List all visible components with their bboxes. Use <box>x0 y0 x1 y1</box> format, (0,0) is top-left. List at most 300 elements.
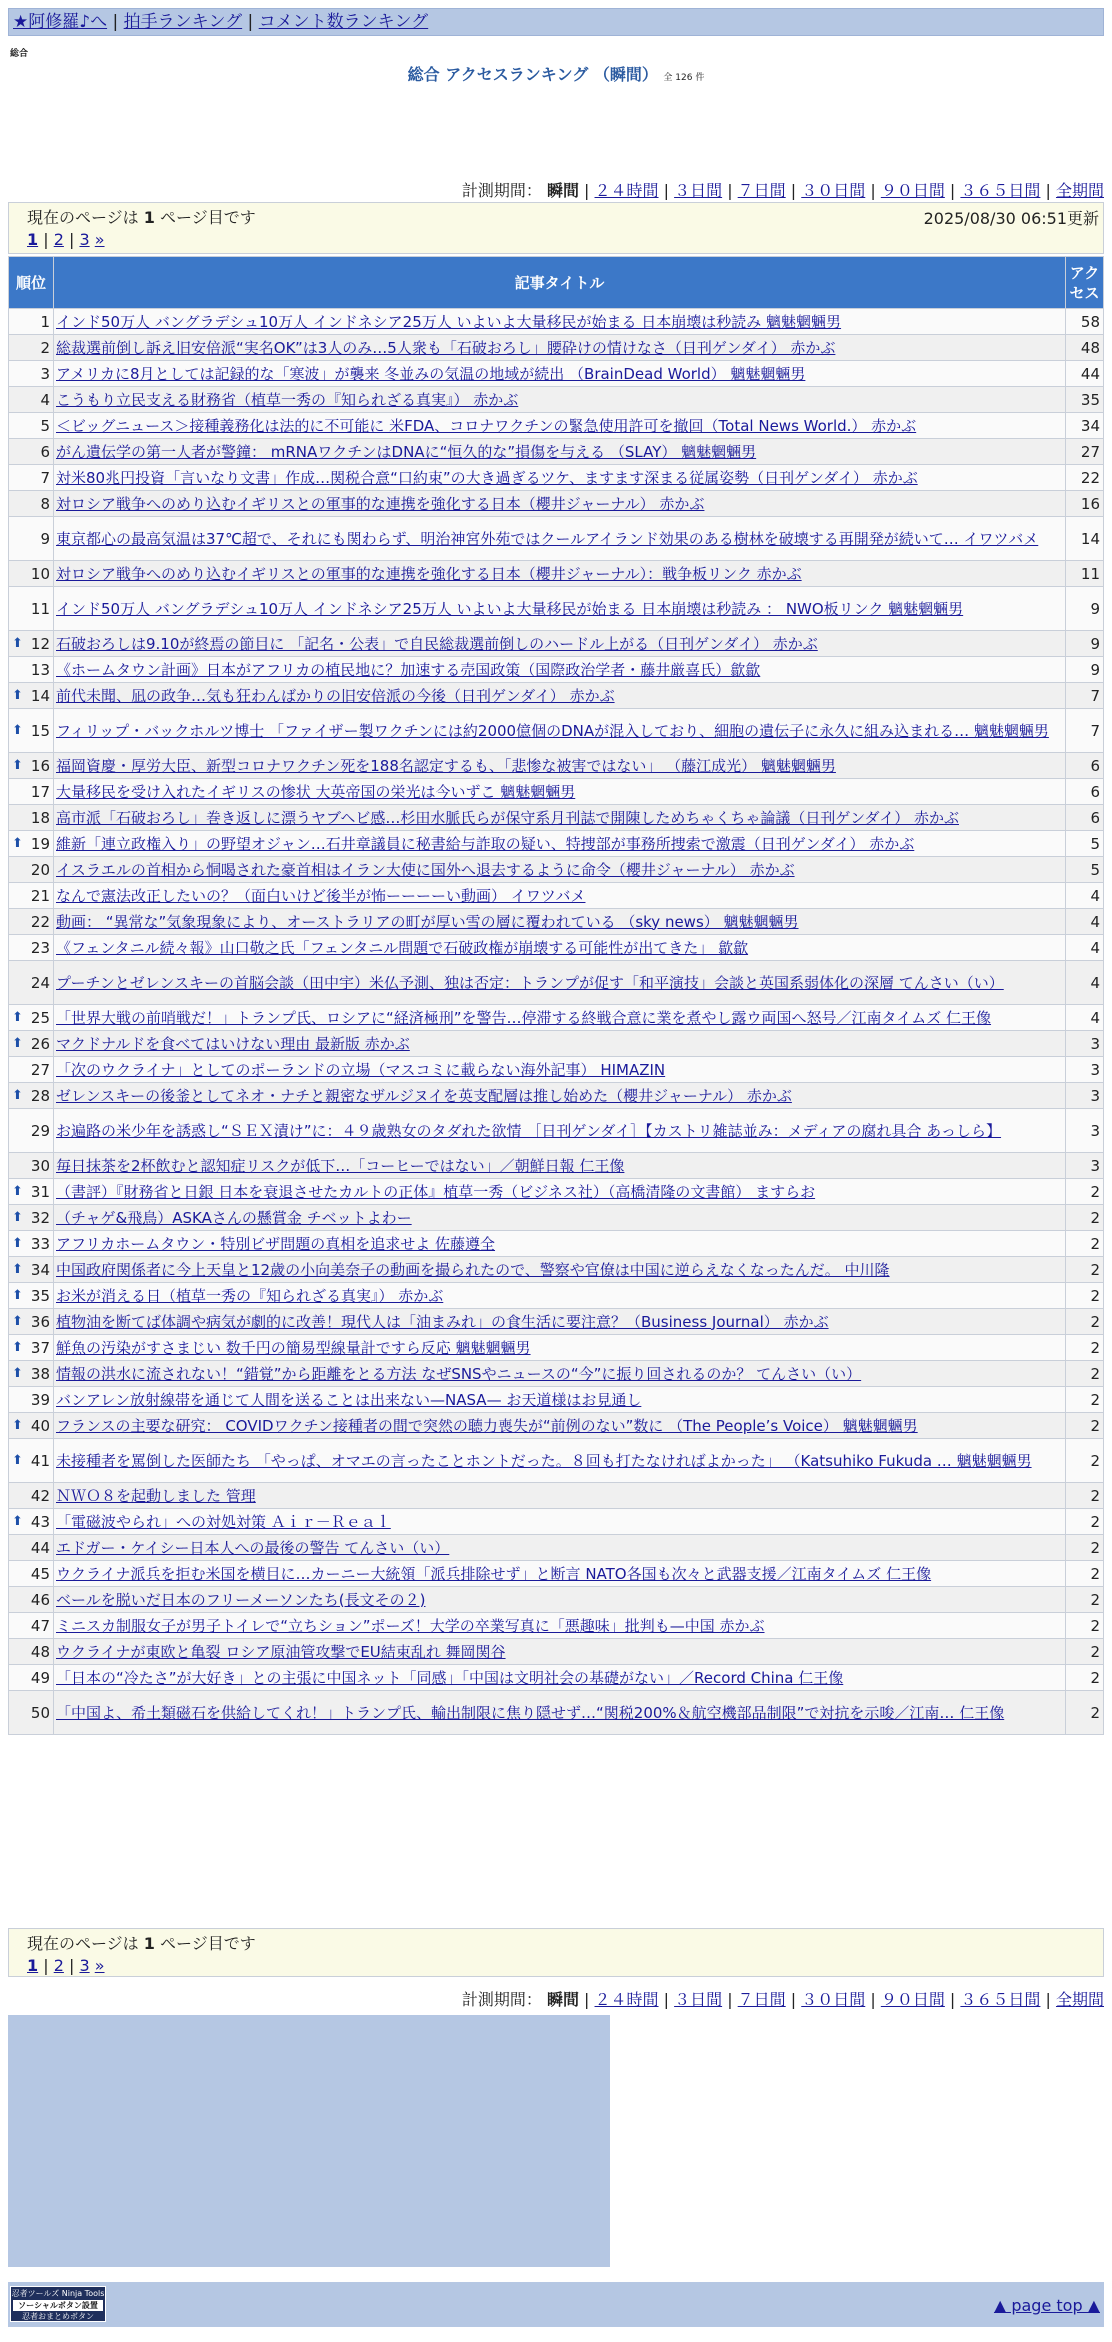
rank-up-arrow-icon: ⬆ <box>12 757 23 773</box>
comment-ranking-link[interactable]: コメント数ランキング <box>258 12 429 32</box>
title-cell <box>54 1083 1066 1109</box>
article-link[interactable]: ＜ビッグニュース＞接種義務化は法的に不可能に 米FDA、コロナワクチンの緊急使用許可を撤回（Total News World.） 赤かぶ <box>56 416 917 435</box>
table-row <box>9 935 1104 961</box>
title-cell <box>54 413 1066 439</box>
table-row <box>9 1665 1104 1691</box>
access-count: 3 <box>1066 1057 1104 1083</box>
title-cell <box>54 561 1066 587</box>
rank-number: 42 <box>30 1486 50 1505</box>
title-cell <box>54 1483 1066 1509</box>
article-link[interactable]: アメリカに8月としては記録的な「寒波」が襲来 冬並みの気温の地域が続出 （BrainDead World） 魑魅魍魎男 <box>56 364 806 383</box>
rank-number: 7 <box>40 468 50 487</box>
rank-cell <box>9 309 54 335</box>
article-link[interactable]: 中国政府関係者に今上天皇と12歳の小向美奈子の動画を撮られたので、警察や官僚は中国に逆らえなくなったんだ。 中川隆 <box>56 1260 890 1279</box>
title-cell <box>54 1031 1066 1057</box>
next-page-link[interactable]: » <box>94 1956 105 1975</box>
article-link[interactable]: インド50万人 バングラデシュ10万人 インドネシア25万人 いよいよ大量移民が始まる 日本崩壊は秒読み ： NWO板リンク 魑魅魍魎男 <box>56 599 964 618</box>
period-30d-link[interactable]: ３０日間 <box>801 181 866 200</box>
title-cell <box>54 335 1066 361</box>
rank-number: 9 <box>40 529 50 548</box>
access-count: 7 <box>1066 683 1104 709</box>
title-cell <box>54 1439 1066 1483</box>
rank-number: 20 <box>30 860 50 879</box>
title-cell <box>54 1283 1066 1309</box>
article-link[interactable]: 大量移民を受け入れたイギリスの惨状 大英帝国の栄光は今いずこ 魑魅魍魎男 <box>56 782 576 801</box>
title-column-header: 記事タイトル <box>54 257 1066 309</box>
access-count: 2 <box>1066 1639 1104 1665</box>
title-cell <box>54 1005 1066 1031</box>
article-link[interactable]: インド50万人 バングラデシュ10万人 インドネシア25万人 いよいよ大量移民が始まる 日本崩壊は秒読み 魑魅魍魎男 <box>56 312 842 331</box>
rank-number: 13 <box>30 660 50 679</box>
title-cell <box>54 1613 1066 1639</box>
article-link[interactable]: なんで憲法改正したいの？（面白いけど後半が怖ーーーーい動画） イワツバメ <box>56 886 586 905</box>
table-row <box>9 1483 1104 1509</box>
rank-cell <box>9 1639 54 1665</box>
table-row <box>9 413 1104 439</box>
page-link-2[interactable]: 2 <box>53 230 64 249</box>
article-link[interactable]: 対ロシア戦争へのめり込むイギリスとの軍事的な連携を強化する日本（櫻井ジャーナル） 赤かぶ <box>56 494 705 513</box>
article-link[interactable]: 「中国よ、希土類磁石を供給してくれ！」トランプ氏、輸出制限に焦り隠せず…“関税200%＆航空機部品制限”で対抗を示唆／江南… 仁王像 <box>56 1703 1005 1722</box>
article-link[interactable]: お米が消える日（植草一秀の『知られざる真実』） 赤かぶ <box>56 1286 444 1305</box>
rank-cell <box>9 1483 54 1509</box>
rank-cell <box>9 753 54 779</box>
title-cell <box>54 779 1066 805</box>
article-link[interactable]: お遍路の米少年を誘惑し“ＳＥＸ漬け”に：４９歳熟女のタダれた欲情 ［日刊ゲンダイ］【カストリ雑誌並み：メディアの腐れ具合 あっしら】 <box>56 1121 1002 1140</box>
article-link[interactable]: 「世界大戦の前哨戦だ！」トランプ氏、ロシアに“経済極刑”を警告…停滞する終戦合意に業を煮やし露ウ両国へ怒号／江南タイムズ 仁王像 <box>56 1008 992 1027</box>
article-link[interactable]: ベールを脱いだ日本のフリーメーソンたち(長文その２) <box>56 1590 426 1609</box>
title-cell <box>54 1665 1066 1691</box>
title-cell <box>54 1153 1066 1179</box>
rank-up-arrow-icon: ⬆ <box>12 1313 23 1329</box>
access-count: 14 <box>1066 517 1104 561</box>
rank-up-arrow-icon: ⬆ <box>12 1183 23 1199</box>
table-row <box>9 1387 1104 1413</box>
rank-number: 15 <box>30 721 50 740</box>
page-link-3[interactable]: 3 <box>79 1956 90 1975</box>
table-row <box>9 883 1104 909</box>
period-7d-link[interactable]: ７日間 <box>737 181 786 200</box>
rank-up-arrow-icon: ⬆ <box>12 1209 23 1225</box>
access-count: 44 <box>1066 361 1104 387</box>
article-link[interactable]: エドガー・ケイシー日本人への最後の警告 てんさい（い） <box>56 1538 450 1557</box>
period-3d-link[interactable]: ３日間 <box>674 181 723 200</box>
current-page-text: 現在のページは 1 ページ目です <box>27 1934 256 1953</box>
rank-number: 25 <box>30 1008 50 1027</box>
rank-cell <box>9 1083 54 1109</box>
article-link[interactable]: フィリップ・バックホルツ博士 「ファイザー製ワクチンには約2000億個のDNAが混入しており、細胞の遺伝子に永久に組み込まれる… 魑魅魍魎男 <box>56 721 1049 740</box>
access-count: 11 <box>1066 561 1104 587</box>
title-cell <box>54 1057 1066 1083</box>
title-cell <box>54 961 1066 1005</box>
access-count: 2 <box>1066 1535 1104 1561</box>
article-link[interactable]: ゼレンスキーの後釜としてネオ・ナチと親密なザルジヌイを英支配層は推し始めた（櫻井ジャーナル） 赤かぶ <box>56 1086 792 1105</box>
nav-separator: | <box>247 12 254 32</box>
page-title-text: 総合 アクセスランキング （瞬間） <box>407 65 658 84</box>
title-cell <box>54 1587 1066 1613</box>
rank-number: 17 <box>30 782 50 801</box>
article-link[interactable]: 情報の洪水に流されない！“錯覚”から距離をとる方法 なぜSNSやニュースの“今”に振り回されるのか？ てんさい（い） <box>56 1364 862 1383</box>
table-row <box>9 1005 1104 1031</box>
article-link[interactable]: ＮＷＯ８を起動しました 管理 <box>56 1486 256 1505</box>
rank-up-arrow-icon: ⬆ <box>12 1417 23 1433</box>
rank-number: 32 <box>30 1208 50 1227</box>
rank-cell <box>9 335 54 361</box>
rank-cell <box>9 935 54 961</box>
table-row <box>9 805 1104 831</box>
rank-number: 47 <box>30 1616 50 1635</box>
next-page-link[interactable]: » <box>94 230 105 249</box>
article-link[interactable]: 高市派「石破おろし」巻き返しに漂うヤブヘビ感…杉田水脈氏らが保守系月刊誌で開陳しためちゃくちゃ論議（日刊ゲンダイ） 赤かぶ <box>56 808 959 827</box>
access-count: 3 <box>1066 1109 1104 1153</box>
page-title <box>0 62 1112 85</box>
rank-up-arrow-icon: ⬆ <box>12 722 23 738</box>
ad-placeholder <box>8 2015 610 2267</box>
table-row <box>9 561 1104 587</box>
article-link[interactable]: 福岡資慶・厚労大臣、新型コロナワクチン死を188名認定するも、「悲惨な被害ではない」 （藤江成光） 魑魅魍魎男 <box>56 756 836 775</box>
table-row <box>9 1509 1104 1535</box>
access-count: 22 <box>1066 465 1104 491</box>
table-row <box>9 517 1104 561</box>
article-link[interactable]: こうもり立民支える財務省（植草一秀の『知られざる真実』） 赤かぶ <box>56 390 519 409</box>
current-page-text: 現在のページは 1 ページ目です <box>27 208 256 227</box>
rank-number: 36 <box>30 1312 50 1331</box>
rank-number: 33 <box>30 1234 50 1253</box>
ninja-badge-mid: ソーシャルボタン設置 <box>13 2300 103 2311</box>
table-row <box>9 857 1104 883</box>
period-all-link[interactable]: 全期間 <box>1055 1990 1104 2009</box>
period-3d-link[interactable]: ３日間 <box>674 1990 723 2009</box>
rank-number: 16 <box>30 756 50 775</box>
title-cell <box>54 387 1066 413</box>
rank-cell <box>9 1309 54 1335</box>
title-cell <box>54 1179 1066 1205</box>
access-count: 2 <box>1066 1483 1104 1509</box>
pagination-top <box>8 202 1104 254</box>
access-count: 2 <box>1066 1335 1104 1361</box>
rank-number: 48 <box>30 1642 50 1661</box>
title-cell <box>54 439 1066 465</box>
rank-cell <box>9 1031 54 1057</box>
title-cell <box>54 1335 1066 1361</box>
rank-cell <box>9 1535 54 1561</box>
rank-number: 41 <box>30 1451 50 1470</box>
access-count: 4 <box>1066 1005 1104 1031</box>
ninja-badge-bottom: 忍者おまとめボタン <box>22 2312 94 2321</box>
rank-cell <box>9 439 54 465</box>
article-link[interactable]: フランスの主要な研究： COVIDワクチン接種者の間で突然の聴力喪失が“前例のない”数に （The People’s Voice） 魑魅魍魎男 <box>56 1416 918 1435</box>
page-link-1[interactable]: 1 <box>27 1956 39 1975</box>
rank-number: 46 <box>30 1590 50 1609</box>
access-count: 2 <box>1066 1387 1104 1413</box>
rank-cell <box>9 1387 54 1413</box>
table-row <box>9 361 1104 387</box>
table-row <box>9 1361 1104 1387</box>
table-row <box>9 1535 1104 1561</box>
rank-cell <box>9 517 54 561</box>
article-link[interactable]: ウクライナ派兵を拒む米国を横目に…カーニー大統領「派兵排除せず」と断言 NATO各国も次々と武器支援／江南タイムズ 仁王像 <box>56 1564 932 1583</box>
access-count: 2 <box>1066 1613 1104 1639</box>
rank-cell <box>9 709 54 753</box>
access-count: 2 <box>1066 1179 1104 1205</box>
article-link[interactable]: 東京都心の最高気温は37℃超で、それにも関わらず、明治神宮外苑ではクールアイランド効果のある樹林を破壊する再開発が続いて… イワツバメ <box>56 529 1039 548</box>
article-link[interactable]: 維新「連立政権入り」の野望オジャン…石井章議員に秘書給与詐取の疑い、特捜部が事務所捜索で激震（日刊ゲンダイ） 赤かぶ <box>56 834 915 853</box>
article-link[interactable]: 「次のウクライナ」としてのポーランドの立場（マスコミに載らない海外記事） HIMAZIN <box>56 1060 666 1079</box>
rank-up-arrow-icon: ⬆ <box>12 1287 23 1303</box>
table-row <box>9 1439 1104 1483</box>
table-row <box>9 1031 1104 1057</box>
article-link[interactable]: マクドナルドを食べてはいけない理由 最新版 赤かぶ <box>56 1034 410 1053</box>
access-count: 7 <box>1066 709 1104 753</box>
rank-number: 37 <box>30 1338 50 1357</box>
rank-number: 23 <box>30 938 50 957</box>
table-row <box>9 709 1104 753</box>
title-cell <box>54 831 1066 857</box>
table-row <box>9 1057 1104 1083</box>
rank-number: 38 <box>30 1364 50 1383</box>
access-count: 2 <box>1066 1205 1104 1231</box>
title-cell <box>54 465 1066 491</box>
nav-separator: | <box>112 12 119 32</box>
article-link[interactable]: ミニスカ制服女子が男子トイレで“立ちション”ポーズ！大学の卒業写真に「悪趣味」批判も—中国 赤かぶ <box>56 1616 765 1635</box>
rank-cell <box>9 683 54 709</box>
article-link[interactable]: 動画： “異常な”気象現象により、オーストラリアの町が厚い雪の層に覆われている （sky news） 魑魅魍魎男 <box>56 912 799 931</box>
rank-up-arrow-icon: ⬆ <box>12 635 23 651</box>
rank-cell <box>9 657 54 683</box>
rank-cell <box>9 561 54 587</box>
table-row <box>9 909 1104 935</box>
article-link[interactable]: 対ロシア戦争へのめり込むイギリスとの軍事的な連携を強化する日本（櫻井ジャーナル）：戦争板リンク 赤かぶ <box>56 564 802 583</box>
access-count: 35 <box>1066 387 1104 413</box>
page-top-link[interactable]: ▲ page top ▲ <box>993 2296 1100 2315</box>
table-row <box>9 683 1104 709</box>
page-link-1[interactable]: 1 <box>27 230 39 249</box>
article-link[interactable]: 「日本の“冷たさ”が大好き」との主張に中国ネット「同感」「中国は文明社会の基礎がない」／Record China 仁王像 <box>56 1668 844 1687</box>
access-count: 2 <box>1066 1665 1104 1691</box>
period-all-link[interactable]: 全期間 <box>1055 181 1104 200</box>
article-link[interactable]: 《ホームタウン計画》日本がアフリカの植民地に？加速する売国政策（国際政治学者・藤井厳喜氏）歙歙 <box>56 660 761 679</box>
article-link[interactable]: イスラエルの首相から恫喝された豪首相はイラン大使に国外へ退去するように命令（櫻井ジャーナル） 赤かぶ <box>56 860 795 879</box>
home-link[interactable]: ★阿修羅♪へ <box>13 12 108 32</box>
rank-cell <box>9 1057 54 1083</box>
rank-number: 24 <box>30 973 50 992</box>
table-row <box>9 439 1104 465</box>
rank-cell <box>9 961 54 1005</box>
period-selector-bottom: 計測期間： 瞬間 | ２４時間 | ３日間 | ７日間 | ３０日間 | ９０日間 | ３６５日間 | 全期間 <box>461 1990 1104 2009</box>
page-link-3[interactable]: 3 <box>79 230 90 249</box>
table-row <box>9 1613 1104 1639</box>
rank-cell <box>9 361 54 387</box>
rank-cell <box>9 1561 54 1587</box>
rank-cell <box>9 1613 54 1639</box>
access-count: 3 <box>1066 1153 1104 1179</box>
title-cell <box>54 753 1066 779</box>
table-row <box>9 1109 1104 1153</box>
rank-up-arrow-icon: ⬆ <box>12 687 23 703</box>
page-links: 1 | 2 | 3 » <box>27 1956 105 1975</box>
rank-cell <box>9 909 54 935</box>
article-link[interactable]: 毎日抹茶を2杯飲むと認知症リスクが低下…「コーヒーではない」／朝鮮日報 仁王像 <box>56 1156 625 1175</box>
rank-cell <box>9 387 54 413</box>
table-row <box>9 387 1104 413</box>
title-cell <box>54 1509 1066 1535</box>
article-link[interactable]: 「電磁波やられ」への対処対策 Ａｉｒ－Ｒｅａｌ <box>56 1512 391 1531</box>
rank-up-arrow-icon: ⬆ <box>12 835 23 851</box>
rank-number: 49 <box>30 1668 50 1687</box>
rank-cell <box>9 1205 54 1231</box>
rank-up-arrow-icon: ⬆ <box>12 1365 23 1381</box>
rank-cell <box>9 1005 54 1031</box>
rank-number: 6 <box>40 442 50 461</box>
pagination-bottom <box>8 1928 1104 1977</box>
period-30d-link[interactable]: ３０日間 <box>801 1990 866 2009</box>
title-cell <box>54 909 1066 935</box>
rank-up-arrow-icon: ⬆ <box>12 1235 23 1251</box>
period-24h-link[interactable]: ２４時間 <box>594 181 659 200</box>
access-count: 3 <box>1066 1083 1104 1109</box>
rank-number: 29 <box>30 1121 50 1140</box>
rank-number: 40 <box>30 1416 50 1435</box>
table-row <box>9 587 1104 631</box>
period-current: 瞬間 <box>546 1990 579 2009</box>
access-count: 58 <box>1066 309 1104 335</box>
access-count: 27 <box>1066 439 1104 465</box>
rank-cell <box>9 631 54 657</box>
table-row <box>9 1309 1104 1335</box>
article-link[interactable]: プーチンとゼレンスキーの首脳会談（田中宇）米仏予測、独は否定：トランプが促す「和平演技」会談と英国系弱体化の深層 てんさい（い） <box>56 973 1004 992</box>
period-365d-link[interactable]: ３６５日間 <box>960 181 1041 200</box>
title-cell <box>54 935 1066 961</box>
access-count: 2 <box>1066 1587 1104 1613</box>
table-row <box>9 1083 1104 1109</box>
access-count: 5 <box>1066 831 1104 857</box>
rank-number: 35 <box>30 1286 50 1305</box>
article-link[interactable]: バンアレン放射線帯を通じて人間を送ることは出来ない—NASA— お天道様はお見通し <box>56 1390 642 1409</box>
rank-number: 21 <box>30 886 50 905</box>
access-count: 2 <box>1066 1361 1104 1387</box>
access-count: 2 <box>1066 1413 1104 1439</box>
footer-bar <box>8 2282 1104 2327</box>
rank-number: 8 <box>40 494 50 513</box>
access-count: 2 <box>1066 1439 1104 1483</box>
title-cell <box>54 657 1066 683</box>
title-cell <box>54 491 1066 517</box>
period-90d-link[interactable]: ９０日間 <box>880 181 945 200</box>
title-cell <box>54 587 1066 631</box>
title-cell <box>54 1691 1066 1735</box>
rank-number: 5 <box>40 416 50 435</box>
rank-number: 44 <box>30 1538 50 1557</box>
access-count: 5 <box>1066 857 1104 883</box>
access-count: 6 <box>1066 805 1104 831</box>
rank-number: 50 <box>30 1703 50 1722</box>
rank-cell <box>9 587 54 631</box>
table-row <box>9 1179 1104 1205</box>
table-row <box>9 1283 1104 1309</box>
title-cell <box>54 1309 1066 1335</box>
period-label: 計測期間： <box>461 181 542 200</box>
table-row <box>9 831 1104 857</box>
access-count: 4 <box>1066 961 1104 1005</box>
article-link[interactable]: 総裁選前倒し訴え旧安倍派“実名OK”は3人のみ…5人衆も「石破おろし」腰砕けの情けなさ（日刊ゲンダイ） 赤かぶ <box>56 338 836 357</box>
article-link[interactable]: 前代未聞、凪の政争…気も狂わんばかりの旧安倍派の今後（日刊ゲンダイ） 赤かぶ <box>56 686 615 705</box>
clap-ranking-link[interactable]: 拍手ランキング <box>123 12 243 32</box>
article-link[interactable]: 鮮魚の汚染がすさまじい 数千円の簡易型線量計ですら反応 魑魅魍魎男 <box>56 1338 531 1357</box>
title-cell <box>54 1639 1066 1665</box>
rank-number: 14 <box>30 686 50 705</box>
rank-cell <box>9 1179 54 1205</box>
title-cell <box>54 1361 1066 1387</box>
rank-cell <box>9 1665 54 1691</box>
title-cell <box>54 709 1066 753</box>
access-count: 2 <box>1066 1257 1104 1283</box>
rank-up-arrow-icon: ⬆ <box>12 1452 23 1468</box>
rank-number: 18 <box>30 808 50 827</box>
title-cell <box>54 517 1066 561</box>
rank-cell <box>9 413 54 439</box>
title-cell <box>54 857 1066 883</box>
period-24h-link[interactable]: ２４時間 <box>594 1990 659 2009</box>
rank-cell <box>9 1283 54 1309</box>
rank-cell <box>9 1587 54 1613</box>
article-link[interactable]: アフリカホームタウン・特別ビザ問題の真相を追求せよ 佐藤遵全 <box>56 1234 496 1253</box>
table-row <box>9 961 1104 1005</box>
article-link[interactable]: （チャゲ&飛鳥）ASKAさんの懸賞金 チベットよわー <box>56 1208 412 1227</box>
access-count: 2 <box>1066 1283 1104 1309</box>
rank-number: 30 <box>30 1156 50 1175</box>
title-cell <box>54 309 1066 335</box>
page-link-2[interactable]: 2 <box>53 1956 64 1975</box>
ranking-table <box>8 256 1104 1735</box>
article-link[interactable]: 対米80兆円投資「言いなり文書」作成…関税合意“口約束”の大き過ぎるツケ、ますます深まる従属姿勢（日刊ゲンダイ） 赤かぶ <box>56 468 918 487</box>
table-row <box>9 1335 1104 1361</box>
article-link[interactable]: 《フェンタニル続々報》山口敬之氏「フェンタニル問題で石破政権が崩壊する可能性が出てきた」 歙歙 <box>56 938 749 957</box>
article-link[interactable]: がん遺伝学の第一人者が警鐘： mRNAワクチンはDNAに“恒久的な”損傷を与える （SLAY） 魑魅魍魎男 <box>56 442 757 461</box>
access-count: 48 <box>1066 335 1104 361</box>
period-7d-link[interactable]: ７日間 <box>737 1990 786 2009</box>
rank-number: 12 <box>30 634 50 653</box>
period-90d-link[interactable]: ９０日間 <box>880 1990 945 2009</box>
access-count: 3 <box>1066 1031 1104 1057</box>
rank-up-arrow-icon: ⬆ <box>12 1009 23 1025</box>
table-row <box>9 1231 1104 1257</box>
access-count: 16 <box>1066 491 1104 517</box>
section-label: 総合 <box>10 49 29 59</box>
article-link[interactable]: ウクライナが東欧と亀裂 ロシア原油管攻撃でEU結束乱れ 舞岡関谷 <box>56 1642 506 1661</box>
article-link[interactable]: （書評）『財務省と日銀 日本を衰退させたカルトの正体』植草一秀（ビジネス社）（高橋清隆の文書館） ますらお <box>56 1182 816 1201</box>
table-row <box>9 309 1104 335</box>
title-cell <box>54 883 1066 909</box>
rank-cell <box>9 1335 54 1361</box>
social-button-badge[interactable] <box>10 2286 106 2322</box>
rank-cell <box>9 857 54 883</box>
rank-number: 19 <box>30 834 50 853</box>
rank-up-arrow-icon: ⬆ <box>12 1035 23 1051</box>
table-row <box>9 657 1104 683</box>
title-cell <box>54 683 1066 709</box>
access-count: 2 <box>1066 1691 1104 1735</box>
table-row <box>9 779 1104 805</box>
period-365d-link[interactable]: ３６５日間 <box>960 1990 1041 2009</box>
rank-cell <box>9 1231 54 1257</box>
article-link[interactable]: 石破おろしは9.10が終焉の節目に 「記名・公表」で自民総裁選前倒しのハードル上がる（日刊ゲンダイ） 赤かぶ <box>56 634 818 653</box>
table-row <box>9 1561 1104 1587</box>
table-row <box>9 465 1104 491</box>
access-count: 2 <box>1066 1561 1104 1587</box>
table-row <box>9 1413 1104 1439</box>
article-link[interactable]: 植物油を断てば体調や病気が劇的に改善！現代人は「油まみれ」の食生活に要注意？（Business Journal） 赤かぶ <box>56 1312 829 1331</box>
rank-number: 34 <box>30 1260 50 1279</box>
article-link[interactable]: 未接種者を罵倒した医師たち 「やっぱ、オマエの言ったことホントだった。８回も打たなければよかった」 （Katsuhiko Fukuda … 魑魅魍魎男 <box>56 1451 1032 1470</box>
